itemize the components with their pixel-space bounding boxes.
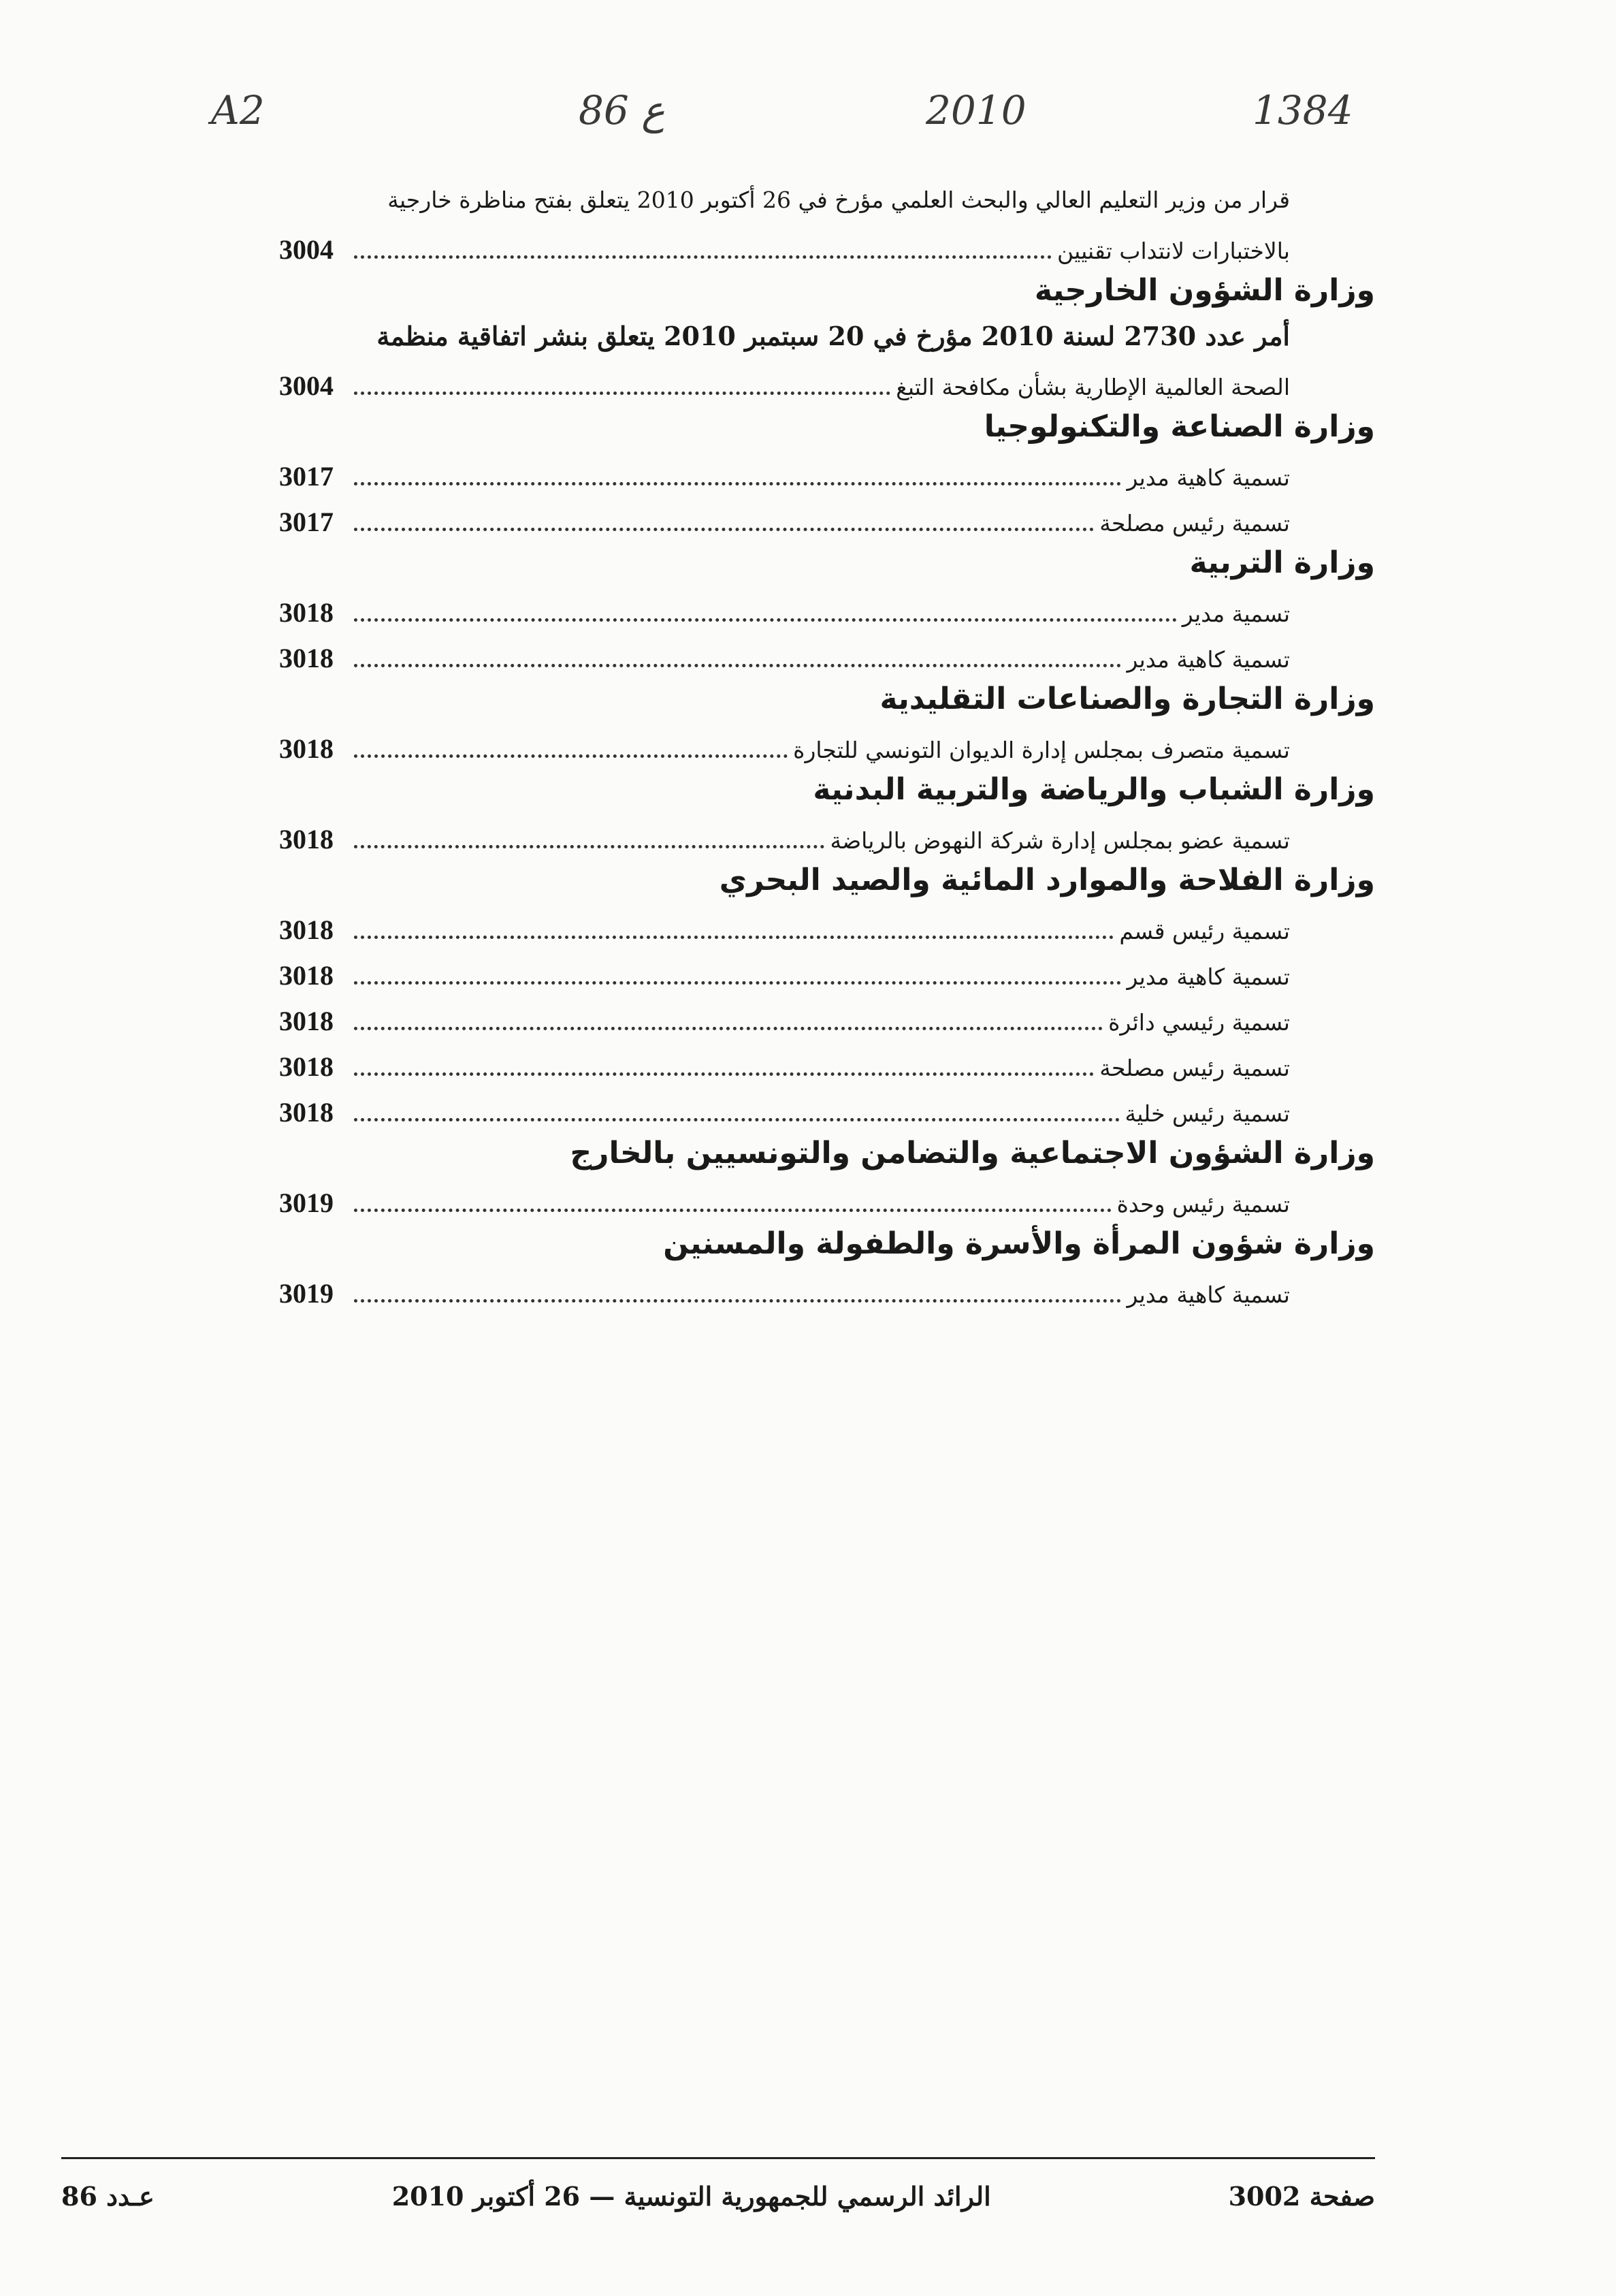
toc-page-number: 3004 [279, 234, 334, 265]
toc-entry [231, 449, 1375, 495]
toc-page-number: 3018 [279, 733, 334, 764]
toc-page-number: 3004 [279, 370, 334, 401]
toc-entry [231, 586, 1375, 631]
toc-entry [231, 631, 1375, 677]
table-of-contents [231, 177, 1375, 1312]
toc-entry [231, 903, 1375, 948]
toc-entry [231, 948, 1375, 994]
toc-entry-text: تسمية رئيسي دائرة [1108, 1009, 1290, 1036]
toc-page-number: 3018 [279, 824, 334, 855]
page-footer [61, 2172, 1375, 2220]
toc-page-number: 3019 [279, 1187, 334, 1218]
dot-leader [354, 631, 1121, 667]
handwritten-note-year: 2010 [926, 87, 1027, 133]
toc-entry [231, 495, 1375, 541]
toc-entry [231, 722, 1375, 767]
toc-entry [231, 223, 1375, 268]
dot-leader [354, 1085, 1120, 1121]
toc-page-number: 3018 [279, 1097, 334, 1128]
toc-entry-text: تسمية رئيس مصلحة [1099, 1055, 1290, 1081]
toc-entry-text: تسمية كاهية مدير [1127, 963, 1290, 990]
toc-page-number: 3018 [279, 597, 334, 628]
dot-leader [354, 903, 1114, 939]
footer-page-label: صفحة 3002 [1228, 2180, 1375, 2212]
section-heading-education: وزارة التربية [1189, 545, 1375, 580]
section-heading-youth-sport: وزارة الشباب والرياضة والتربية البدنية [813, 772, 1375, 807]
dot-leader [354, 1266, 1121, 1303]
toc-entry-text: تسمية مدير [1182, 601, 1290, 627]
toc-entry [231, 994, 1375, 1040]
handwritten-note-a2: A2 [211, 87, 265, 133]
toc-entry-text: تسمية متصرف بمجلس إدارة الديوان التونسي للتجارة [793, 737, 1290, 763]
section-heading-women-family: وزارة شؤون المرأة والأسرة والطفولة والمسنين [663, 1226, 1375, 1261]
section-heading-commerce: وزارة التجارة والصناعات التقليدية [879, 682, 1375, 716]
toc-entry-text: أمر عدد 2730 لسنة 2010 مؤرخ في 20 سبتمبر 2010 يتعلق بنشر اتفاقية منظمة [376, 321, 1290, 351]
dot-leader [354, 586, 1177, 622]
dot-leader [354, 1176, 1112, 1212]
dot-leader [354, 722, 788, 758]
toc-entry-text: بالاختبارات لانتداب تقنيين [1057, 238, 1290, 264]
toc-entry-text: تسمية رئيس خلية [1125, 1100, 1290, 1127]
toc-entry-text: تسمية رئيس قسم [1119, 918, 1290, 944]
toc-page-number: 3018 [279, 914, 334, 945]
dot-leader [354, 449, 1121, 485]
footer-issue-number: عـدد 86 [61, 2180, 155, 2212]
toc-entry [231, 1266, 1375, 1312]
toc-entry-text: تسمية كاهية مدير [1127, 464, 1290, 491]
footer-rule [61, 2157, 1375, 2159]
toc-entry-text: تسمية رئيس مصلحة [1099, 510, 1290, 537]
dot-leader [354, 495, 1094, 531]
toc-entry [231, 359, 1375, 404]
toc-page-number: 3017 [279, 461, 334, 492]
handwritten-note-number: 1384 [1253, 87, 1353, 133]
handwritten-note-issue: 86 ع [579, 87, 665, 133]
dot-leader [354, 948, 1121, 985]
section-heading-agriculture: وزارة الفلاحة والموارد المائية والصيد البحري [719, 863, 1375, 897]
dot-leader [354, 1040, 1094, 1076]
toc-entry-text: تسمية كاهية مدير [1127, 646, 1290, 673]
section-heading-social-affairs: وزارة الشؤون الاجتماعية والتضامن والتونسيين بالخارج [570, 1136, 1375, 1170]
toc-entry-text: الصحة العالمية الإطارية بشأن مكافحة التبغ [896, 374, 1290, 400]
toc-entry [231, 1040, 1375, 1085]
dot-leader [354, 994, 1103, 1030]
dot-leader [354, 812, 824, 848]
toc-entry [231, 812, 1375, 858]
section-heading-industry: وزارة الصناعة والتكنولوجيا [984, 409, 1375, 444]
toc-page-number: 3017 [279, 507, 334, 537]
toc-page-number: 3018 [279, 1006, 334, 1036]
toc-entry-text: قرار من وزير التعليم العالي والبحث العلمي مؤرخ في 26 أكتوبر 2010 يتعلق بفتح مناظرة خارجية [387, 187, 1290, 213]
toc-page-number: 3018 [279, 643, 334, 673]
toc-entry [231, 1176, 1375, 1222]
toc-entry-text: تسمية رئيس وحدة [1116, 1191, 1290, 1217]
section-heading-foreign-affairs: وزارة الشؤون الخارجية [1034, 273, 1375, 308]
toc-page-number: 3018 [279, 1051, 334, 1082]
toc-entry [231, 1085, 1375, 1131]
toc-page-number: 3018 [279, 960, 334, 991]
toc-entry-text: تسمية عضو بمجلس إدارة شركة النهوض بالرياضة [830, 827, 1290, 854]
toc-entry-text: تسمية كاهية مدير [1127, 1281, 1290, 1308]
toc-page-number: 3019 [279, 1278, 334, 1309]
footer-journal-title: الرائد الرسمي للجمهورية التونسية — 26 أكتوبر 2010 [391, 2180, 991, 2212]
dot-leader [354, 359, 890, 395]
dot-leader [354, 223, 1052, 259]
